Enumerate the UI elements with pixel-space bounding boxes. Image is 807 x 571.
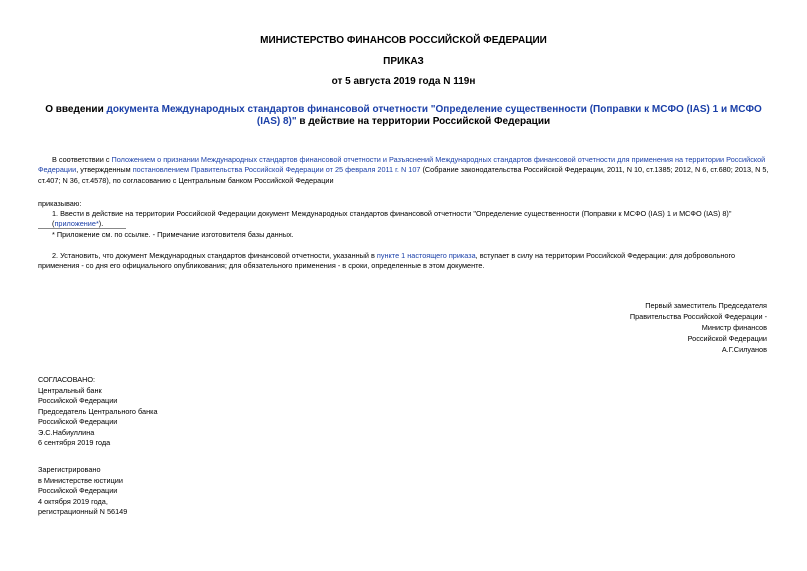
footnote-divider: [38, 228, 126, 229]
title-prefix: О введении: [45, 104, 107, 115]
document-title: [38, 104, 769, 128]
agreed-line: 6 сентября 2019 года: [38, 438, 111, 447]
item-1-text: 1. Ввести в действие на территории Российской Федерации документ Международных стандартов финансовой отчетности "Определение существенности (Поправки к МСФО (IAS) 1 и МСФО (IAS) 8)" (: [52, 209, 732, 229]
order-word: приказываю:: [38, 199, 82, 208]
agreed-block: [38, 375, 158, 449]
agreed-line: Председатель Центрального банка: [38, 406, 158, 416]
agreed-line: Российской Федерации: [38, 396, 118, 405]
footnote: * Приложение см. по ссылке. - Примечание изготовителя базы данных.: [52, 230, 294, 239]
ministry-heading: МИНИСТЕРСТВО ФИНАНСОВ РОССИЙСКОЙ ФЕДЕРАЦИИ: [260, 35, 547, 46]
government-decree-link[interactable]: постановлением Правительства Российской Федерации от 25 февраля 2011 г. N 107: [132, 165, 421, 175]
title-link[interactable]: документа Международных стандартов финансовой отчетности "Определение существенности (Поправки к МСФО (IAS) 1 и МСФО (IAS) 8)": [106, 104, 762, 127]
preamble-text-3: (Собрание законодательства Российской Федерации, 2011, N 10, ст.1385; 2012, N 6, ст.680; 2013, N 5, ст.407; N 36, ст.4578), по согласованию с Центральным банком Российской Федерации: [38, 165, 769, 185]
preamble: [38, 155, 769, 186]
registration-line: Зарегистрировано: [38, 465, 101, 474]
appendix-link[interactable]: приложение*: [54, 219, 99, 229]
signature-line: Первый заместитель Председателя: [645, 301, 767, 310]
registration-line: регистрационный N 56149: [38, 507, 128, 516]
signature-line: Правительства Российской Федерации -: [629, 312, 767, 321]
item-1: [52, 209, 772, 230]
preamble-text-1: В соответствии с: [52, 155, 112, 164]
registration-block: [38, 465, 127, 518]
title-suffix: в действие на территории Российской Федерации: [296, 116, 551, 127]
signature-line: А.Г.Силуанов: [721, 345, 767, 354]
agreed-line: Центральный банк: [38, 385, 102, 395]
regulation-link[interactable]: Положением о признании Международных стандартов финансовой отчетности и Разъяснений Международных стандартов финансовой отчетности для применения на территории Российской Федерации: [38, 155, 766, 175]
signature-line: Министр финансов: [701, 323, 767, 332]
signature-line: Российской Федерации: [687, 334, 767, 343]
agreed-line: Э.С.Набиуллина: [38, 427, 95, 437]
item-1-end: ).: [98, 219, 104, 229]
signature-block: [630, 300, 767, 355]
registration-line: в Министерстве юстиции: [38, 475, 123, 485]
registration-line: Российской Федерации: [38, 486, 118, 495]
agreed-line: СОГЛАСОВАНО:: [38, 375, 96, 384]
clause-1-link[interactable]: пункте 1 настоящего приказа: [376, 251, 476, 260]
item-2-text-1: 2. Установить, что документ Международных стандартов финансовой отчетности, указанный в: [52, 251, 377, 260]
date-number: от 5 августа 2019 года N 119н: [331, 76, 476, 87]
preamble-text-2: , утвержденным: [76, 165, 133, 175]
doc-type-heading: ПРИКАЗ: [383, 56, 424, 67]
item-2-text-2: , вступает в силу на территории Российской Федерации: для добровольного применения - со дня его официального опубликования; для обязательного применения - в сроки, определенные в этом документе.: [38, 251, 736, 271]
registration-line: 4 октября 2019 года,: [38, 496, 108, 506]
agreed-line: Российской Федерации: [38, 417, 118, 426]
item-2: [38, 251, 769, 272]
